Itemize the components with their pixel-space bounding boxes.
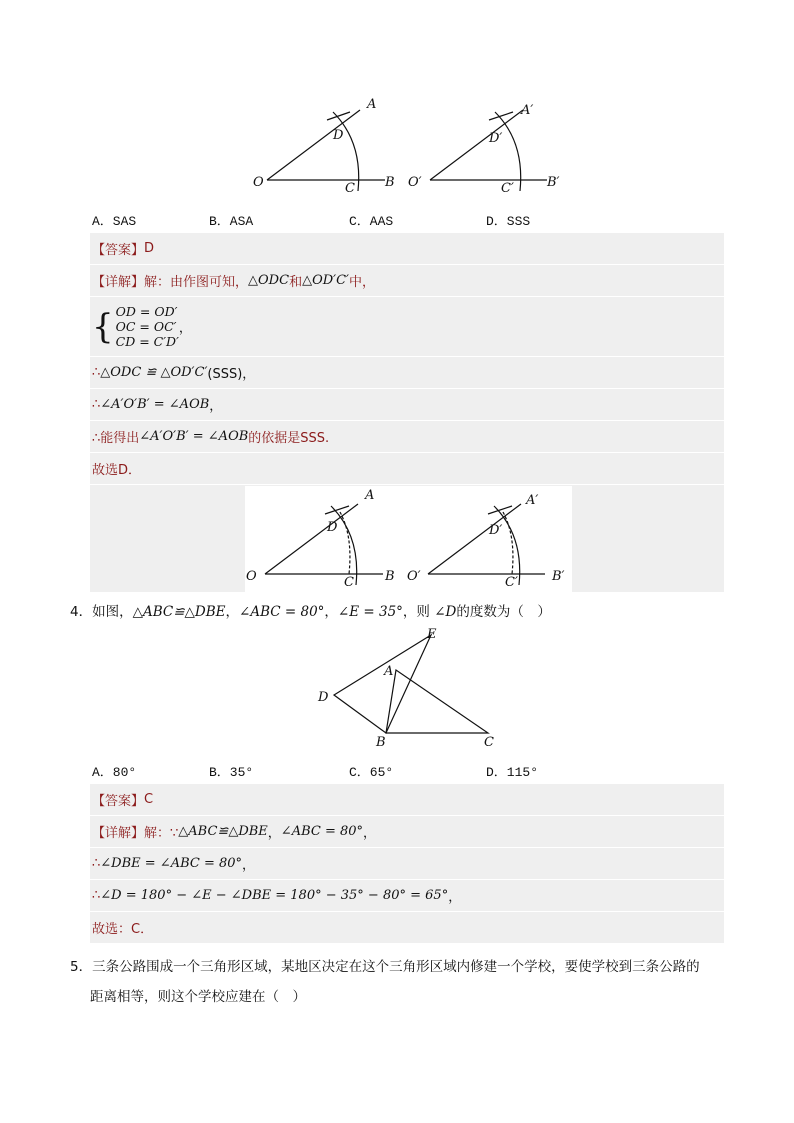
q4-answer-block — [90, 784, 724, 944]
label-C: C — [345, 181, 355, 196]
detail-text: 解：由作图可知， — [144, 275, 249, 290]
q3-option-a[interactable]: A．SAS — [92, 214, 137, 229]
q3-option-b[interactable]: B．ASA — [209, 214, 254, 229]
detail-text: ， — [267, 826, 281, 841]
detail-tag: 【详解】 — [92, 275, 145, 290]
label-D: D — [333, 128, 344, 143]
detail-text: ， — [242, 858, 256, 873]
stem-math: △ABC≌△DBE — [132, 604, 226, 620]
q4-detail-row-2 — [90, 848, 724, 880]
q3-explain-figure — [245, 486, 572, 592]
detail-tag: 【详解】 — [92, 826, 145, 841]
detail-text: ∴ — [92, 856, 101, 871]
label-C-prime: C′ — [501, 181, 514, 196]
question-number: 5． — [70, 959, 93, 975]
q4-detail-row-1 — [90, 816, 724, 848]
label-A: A — [367, 97, 377, 112]
label-C: C — [344, 574, 354, 590]
q3-answer-row — [90, 233, 724, 265]
answer-tag: 【答案】 — [92, 243, 145, 258]
detail-text: 解：∵ — [144, 826, 179, 841]
q4-stem — [70, 600, 551, 620]
choice-text: 故选D． — [92, 463, 142, 478]
q3-figure-right — [408, 103, 560, 196]
label-D: D — [318, 690, 329, 705]
detail-math: △ODC ≌ △OD′C′ — [100, 365, 208, 380]
stem-text: ， — [225, 604, 240, 620]
answer-tag: 【答案】 — [92, 794, 145, 809]
q4-answer-row — [90, 784, 724, 816]
detail-text: (SSS)， — [207, 367, 256, 382]
detail-text: ∴ — [92, 397, 101, 412]
q5-stem — [70, 952, 730, 1012]
label-O: O — [246, 568, 257, 584]
q3-detail-row-5 — [90, 421, 724, 453]
q3-option-d[interactable]: D．SSS — [486, 214, 531, 229]
detail-text: ∴能得出 — [92, 431, 140, 446]
answer-value: C — [144, 792, 154, 807]
q4-option-d[interactable]: D．115° — [486, 765, 539, 780]
q5-stem-line-1 — [70, 952, 730, 982]
choice-text: 故选：C． — [92, 922, 154, 937]
label-B-prime: B′ — [547, 175, 560, 190]
q3-detail-row-4 — [90, 389, 724, 421]
label-O: O — [253, 175, 264, 190]
label-C: C — [484, 735, 494, 750]
q4-option-a[interactable]: A．80° — [92, 765, 137, 780]
stem-text: 的度数为（ ） — [456, 604, 551, 620]
label-O-prime: O′ — [408, 175, 422, 190]
equation-system — [116, 304, 179, 349]
equation-1: OD = OD′ — [115, 304, 178, 319]
detail-math: ∠A′O′B′ = ∠AOB — [100, 397, 210, 412]
label-D-prime: D′ — [489, 131, 503, 146]
q3-detail-row-3 — [90, 357, 724, 389]
stem-math: ∠E = 35° — [337, 604, 403, 620]
detail-math: △ODC — [248, 273, 290, 288]
label-B: B — [385, 175, 395, 190]
q4-figure — [314, 622, 504, 752]
label-A: A — [384, 664, 394, 679]
stem-math: ∠D — [434, 604, 457, 620]
q3-choice-row — [90, 453, 724, 485]
detail-math: ∠A′O′B′ = ∠AOB — [139, 429, 249, 444]
detail-math: △ABC≌△DBE — [178, 824, 268, 839]
stem-text: 距离相等，则这个学校应建在（ ） — [90, 989, 306, 1005]
q3-detail-row-1 — [90, 265, 724, 297]
stem-text: ， — [324, 604, 338, 620]
q4-option-b[interactable]: B．35° — [209, 765, 254, 780]
equation-3: CD = C′D′ — [115, 334, 179, 349]
label-A-prime: A′ — [526, 492, 539, 508]
q3-detail-system-row — [90, 297, 724, 357]
q5-stem-line-2 — [70, 982, 730, 1012]
brace-symbol: { — [92, 306, 114, 347]
stem-text: ，则 — [402, 604, 435, 620]
label-A: A — [365, 487, 375, 503]
stem-text: 如图， — [92, 604, 133, 620]
q4-choice-row — [90, 912, 724, 944]
label-A-prime: A′ — [521, 103, 534, 118]
detail-math: ∠ABC = 80° — [280, 824, 364, 839]
detail-text: ∴ — [92, 365, 101, 380]
detail-math: ∠DBE = ∠ABC = 80° — [100, 856, 243, 871]
q3-figure-left — [253, 97, 395, 196]
label-B: B — [385, 568, 395, 584]
q3-option-c[interactable]: C．AAS — [349, 214, 394, 229]
detail-text: 和 — [289, 275, 303, 290]
label-B-prime: B′ — [552, 568, 565, 584]
label-C-prime: C′ — [505, 574, 518, 590]
label-O-prime: O′ — [407, 568, 421, 584]
detail-text: 的依据是SSS. — [248, 431, 330, 446]
detail-text: ， — [178, 321, 192, 336]
label-E: E — [427, 627, 437, 642]
q3-answer-block — [90, 233, 724, 593]
detail-text: ， — [209, 399, 223, 414]
q4-option-c[interactable]: C．65° — [349, 765, 394, 780]
equation-2: OC = OC′ — [115, 319, 177, 334]
detail-text: ， — [448, 890, 462, 905]
q3-explain-figure-row — [90, 485, 724, 593]
label-D: D — [327, 519, 338, 535]
label-B: B — [376, 735, 386, 750]
q4-detail-row-3 — [90, 880, 724, 912]
stem-text: 三条公路围成一个三角形区域，某地区决定在这个三角形区域内修建一个学校，要使学校到三条公路的 — [92, 959, 700, 975]
stem-math: ∠ABC = 80° — [239, 604, 325, 620]
detail-text: 中， — [349, 275, 376, 290]
q3-figure — [245, 92, 575, 200]
detail-math: △OD′C′ — [302, 273, 350, 288]
answer-value: D — [144, 241, 155, 256]
detail-text: ∴ — [92, 888, 101, 903]
question-number: 4． — [70, 604, 93, 620]
label-D-prime: D′ — [489, 522, 503, 538]
detail-text: ， — [363, 826, 377, 841]
detail-math: ∠D = 180° − ∠E − ∠DBE = 180° − 35° − 80° = 65° — [100, 888, 449, 903]
